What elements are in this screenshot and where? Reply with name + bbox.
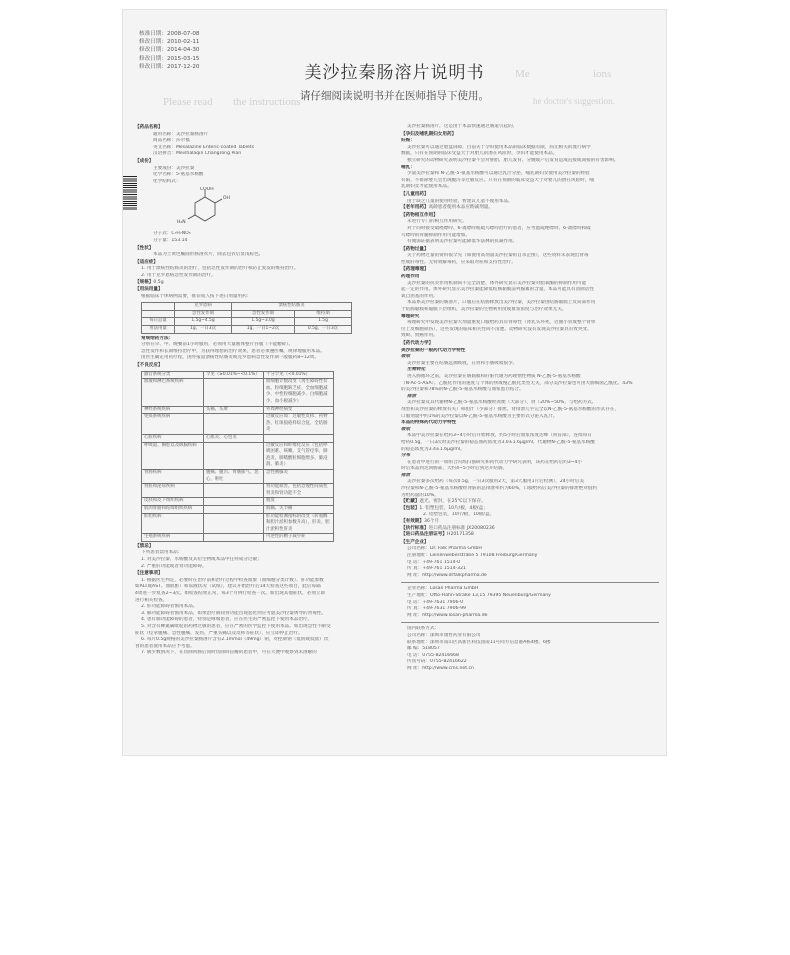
table-row: [142, 513, 334, 534]
text-line: 本品的特殊药代动力学特性: [401, 420, 457, 426]
text-line: 排泄: [401, 472, 411, 478]
text-line: 分子式：C₇H₇NO₃: [153, 231, 191, 237]
table-cell: [142, 310, 175, 318]
table-cell: 过敏反应和纤维化反应（包括呼吸困难、咳嗽、支气管痉挛、肺泡炎、肺嗜酸粒细胞增多、肺浸润、肺炎）: [264, 442, 334, 469]
text-line: 毒理研究中发现美沙拉秦大剂量重复口服给药具有肾毒性（肾乳头坏死，近曲小管或整个肾单: [407, 320, 596, 326]
text-line: 在患者中进行的一项组合闪烁扫描研究和药代动力学研究表明，该药在给药后约3~4小: [407, 459, 583, 465]
table-row: [142, 406, 334, 414]
nh2-label: H₂N: [177, 220, 186, 226]
section-heading: 【 药理毒理 】: [401, 267, 659, 274]
text-line: 1. 对美沙拉秦、水杨酸及其衍生物或本品中任何成分过敏；: [141, 557, 262, 563]
text-line: 7. 极少数情况下，在切除回肠后同时切除回盲瓣的患者中，可在大便中观察到未溶解的: [141, 650, 317, 656]
section-heading: 【 孕妇及哺乳期妇女用药 】: [401, 132, 659, 139]
text-line: 网 址：http://www.cms.net.cn: [407, 665, 474, 671]
table-cell: 每日总量: [142, 318, 175, 326]
text-line: 联系地址：深圳市南山区高新区科技园南11号同方信息港A栋4楼、6楼: [407, 639, 551, 645]
table-cell: 1g，一日3次: [175, 326, 232, 334]
table-cell: 血细胞计数改变（再生障碍性贫血、粒细胞缺乏症、全血细胞减少、中性粒细胞减少、白细胞减少、血小板减少）: [264, 379, 334, 406]
text-line: 商品名称：莎尔福: [153, 138, 190, 144]
text-line: 如ALT或AST、血肌酐）和尿液状况（试纸），建议开始治疗后14天检查这些项目，此后每隔: [135, 584, 321, 590]
table-cell: [204, 379, 264, 406]
section-heading: 【 包装 】: [401, 506, 419, 511]
section-heading: 【 药物相互作用 】: [401, 213, 659, 220]
spec-line: [135, 280, 397, 287]
text-line: 邮 编：518057: [407, 646, 440, 652]
table-cell: 肝功能检测指标的改变（转氨酶和胆汁淤积参数升高），肝炎、胆汁淤积性肝炎: [264, 513, 334, 534]
text-line: 4. 患有肺功能障碍的患者，特别是哮喘患者，应在医生的严密监控下使用本品治疗。: [141, 617, 313, 623]
text-line: 5. 对含有柳氮磺吡啶的药物过敏的患者，应在严密的医学监控下使用本品。如出现急性不耐受: [141, 624, 331, 629]
spec-value: 0.5g: [153, 279, 164, 285]
text-line: 的稳态浓度为3.4±1.6μg/ml。: [401, 446, 465, 452]
text-line: 英文名称：Mesalazine Enteric-coated Tablets: [153, 144, 254, 150]
text-line: 妊娠：: [401, 138, 415, 144]
text-line: 1. 根据医生判定，必要时在治疗前和治疗过程中检查血象（血细胞分类计数）、肝功能参数: [141, 577, 324, 583]
left-column: [135, 124, 397, 657]
section-divider: [401, 582, 659, 583]
section-heading: 【 注意事项 】: [135, 571, 397, 578]
text-line: H20171358: [446, 532, 474, 538]
text-line: 网 址：http://www.drfalkpharma.de: [407, 572, 487, 578]
document-subtitle: 请仔细阅读说明书并在医师指导下使用。: [300, 90, 489, 102]
table-cell: 心脏疾病: [142, 434, 204, 442]
section-heading: 【 性状 】: [135, 246, 397, 253]
table-cell: 神经系统疾病: [142, 406, 204, 414]
text-line: 给药0.5g，一日3次时美沙拉秦的稳态血药浓度为3.0±1.6μg/ml，代谢物N-乙酰-5-氨基水杨酸: [401, 439, 595, 445]
watermark-text: Me: [515, 68, 530, 80]
table-cell: 腹痛、腹泻、胃肠胀气、恶心、呕吐: [204, 469, 264, 483]
text-line: 分布: [401, 453, 411, 459]
section-heading: 【 用法用量 】: [135, 287, 397, 294]
text-line: 性或肝毒性。无特效解毒药，应采取对症和支持性治疗。: [401, 259, 516, 265]
elder-line: [401, 205, 659, 212]
approval-line: [401, 532, 659, 539]
text-line: 美沙拉秦的抗炎作用机制尚不完全清楚，体外研究显示美沙拉秦对脂氧酶的抑制作用可能: [407, 280, 587, 286]
table-cell: 脱发: [264, 498, 334, 506]
text-line: 美沙拉秦多次给药（每次0.5g，一日3次服用2天，第3天服用1片后检测），24小时后美: [407, 479, 585, 485]
table-cell: [204, 513, 264, 534]
table-cell: 0.5g，一日3次: [295, 326, 352, 334]
pack-line: [401, 506, 659, 513]
table-row: [142, 442, 334, 469]
text-line: 6. 每片0.5g规格的美沙拉秦肠溶片含有2.1mmol（49mg）钠，对控制钠（低钠或低盐）饮: [141, 637, 329, 643]
right-column: [401, 124, 659, 673]
table-cell: 器官系统分类: [142, 371, 204, 379]
text-line: 公司名称：深圳市康哲药业有限公司: [407, 632, 481, 638]
section-heading: 【 禁忌 】: [135, 544, 397, 551]
section-heading: 【 儿童用药 】: [401, 192, 659, 199]
text-line: 的美沙拉秦和78%的N-乙酰-5-氨基水杨酸与血浆蛋白结合。: [401, 387, 524, 393]
table-row: [142, 371, 334, 379]
text-line: 口服剂量中约1%的美沙拉秦以N-乙酰-5-氨基水杨酸为主要形式分泌入乳汁。: [401, 413, 558, 419]
table-cell: 溃疡性结肠炎: [232, 303, 352, 311]
text-line: 哺乳：: [401, 164, 415, 170]
table-row: [142, 534, 334, 542]
table-cell: 头痛、头晕: [204, 406, 264, 414]
text-line: 分子量：153.14: [153, 237, 188, 243]
text-line: 4周进一步复查2~3次。如检查结果正常，每3个月例行检查一次。如出现其他症状，必须立即: [135, 591, 326, 597]
table-cell: 肾脏和泌尿疾病: [142, 484, 204, 498]
date-line: 修改日期：2014-04-30: [139, 47, 200, 54]
text-line: 为给药量的10%。: [401, 492, 439, 498]
section-heading: 【 药物过量 】: [401, 247, 659, 254]
section-heading: 【 老年用药 】: [401, 205, 429, 210]
text-line: 下列患者禁用本品：: [141, 550, 183, 556]
text-line: 毒理研究: [401, 313, 420, 319]
section-heading: 【 有效期 】: [401, 519, 424, 524]
text-line: 药理作用: [401, 274, 420, 280]
benzene-ring-icon: [175, 187, 265, 229]
text-line: 分别在早、中、晚餐前1小时服用，必须用大量液体整片吞服（不能嚼碎）。: [141, 342, 294, 348]
section-heading: 【 执行标准 】: [401, 526, 429, 531]
valid-line: [401, 519, 659, 526]
text-line: 美沙拉秦肠溶片，这是由于本品快速通过肠道引起的。: [407, 124, 518, 129]
text-line: 公司名称：Dr. Falk Pharma GmbH: [407, 546, 482, 552]
text-line: 2. 用于克罗恩病急性发作期的治疗。: [141, 272, 216, 278]
adverse-reaction-table: [141, 371, 334, 542]
section-heading: 【 不良反应 】: [135, 363, 397, 370]
section-heading: 【 生产企业 】: [401, 540, 659, 547]
table-row: [142, 310, 352, 318]
table-row: [142, 379, 334, 406]
text-line: 化学结构式：: [153, 178, 181, 184]
table-cell: 急性胰腺炎: [264, 469, 334, 483]
table-cell: [204, 505, 264, 513]
section-heading: 【 贮藏 】: [401, 499, 419, 504]
text-line: 关于药物过量的资料很罕见（如使用高剂量美沙拉秦的自杀企图），这些资料未表现出肾毒: [407, 253, 589, 259]
section-divider: [401, 622, 659, 623]
text-line: 有微弱证据表明美沙拉秦可能降低华法林的抗凝作用。: [407, 239, 518, 245]
date-line: 修改日期：2017-12-20: [139, 63, 200, 70]
table-cell: [204, 498, 264, 506]
text-line: 传真号码：0755-82416622: [407, 659, 467, 665]
text-line: 网 址：http://www.losan-pharma.de: [407, 612, 488, 618]
date-line: 修改日期：2010-02-11: [139, 39, 200, 46]
text-line: 氧自由基的作用。: [401, 293, 438, 299]
cooh-label: COOH: [200, 187, 214, 193]
table-cell: 肝胆疾病: [142, 513, 204, 534]
storage-line: [401, 499, 659, 506]
text-line: 企业名称：Losan Pharma GmbH: [407, 586, 479, 592]
table-cell: 十分罕见（<0.01%）: [264, 371, 334, 379]
text-line: 吸收: [401, 354, 411, 360]
table-cell: [204, 442, 264, 469]
table-cell: 1.5g: [295, 318, 352, 326]
section-heading: 【 药代动力学 】: [401, 341, 659, 348]
text-line: 排泄: [407, 393, 417, 399]
text-line: 2. 严重肝功能或者肾功能障碍。: [141, 563, 207, 569]
text-line: 沙拉秦和N-乙酰-5-氨基水杨酸经肾脏的总排泄率约为60%，口服给药后美沙拉秦的排泄绝对值约: [401, 486, 598, 492]
text-line: 进行相关检查。: [135, 597, 168, 603]
table-cell: 1g，一日1~2次: [232, 326, 295, 334]
text-line: 生产地址：Otto-Hahn-Straße 13,15 79395 Neuenburg/Germany: [407, 592, 551, 598]
watermark-text: Please read: [163, 96, 213, 108]
text-line: 进入肠循环之前，美沙拉秦在肠黏膜和肝脏代谢为药理惰性物质 N-乙酰-5-氨基水杨酸: [407, 373, 581, 379]
table-cell: 克罗恩病: [175, 303, 232, 311]
text-line: 传 真：+49-761 1514-321: [407, 566, 466, 572]
text-line: 3. 肺功能障碍者慎用本品，如果治疗期间肾功能出现恶化则应考虑美沙拉秦诱导的肾毒性。: [141, 610, 327, 616]
table-row: [142, 469, 334, 483]
text-line: 美沙拉秦及其代谢物N-乙酰-5-氨基水杨酸经粪便（大部分）、肾（20%~50%，与给药方式、: [407, 400, 597, 406]
table-cell: 急性发作期: [175, 310, 232, 318]
text-line: 数据，只有在预期的临床受益大于对胎儿的潜在风险时，孕妇才能使用本品。: [401, 151, 558, 157]
section-heading: 【 药品名称 】: [135, 125, 397, 132]
text-line: 乳期妇女才能使用本品。: [401, 184, 452, 190]
text-line: 遮光，密封，在25℃以下保存。: [419, 499, 486, 505]
text-line: 有限，不排除婴儿会出现腹泻等过敏反应。只有在预期的临床受益大于对婴儿的潜在风险时，哺: [401, 177, 594, 183]
text-line: 本品中美沙拉秦在给药3~4小时后开始释放，约5小时后血浆浓度达峰（回盲部），连续每日: [407, 433, 592, 439]
text-line: 1. 铝塑包装，10片/板，4板/盒；: [419, 505, 488, 511]
text-line: 症状（痉挛腹痛、急性腹痛、发热、严重头痛以及皮疹等症状），应立即停止治疗。: [135, 630, 303, 636]
section-heading: 【 成份 】: [135, 159, 397, 166]
text-line: 化学名称：5-氨基水杨酸: [153, 172, 204, 178]
text-line: 注册地址：Leinenweberstraße 5 79108 Freiburg/Germany: [407, 553, 538, 558]
table-cell: 肌肉骨骼和结缔组织疾病: [142, 505, 204, 513]
text-line: 电 话：0755-82416668: [407, 652, 459, 658]
text-line: 时后本品到达回肠部，大约4~5小时后到达升结肠。: [401, 466, 508, 472]
section-heading: 【 进口药品注册证号 】: [401, 532, 447, 537]
table-cell: [142, 303, 175, 311]
table-cell: 外周神经病变: [264, 406, 334, 414]
table-cell: 心肌炎、心包炎: [204, 434, 264, 442]
text-line: 常规给药方法：: [141, 335, 174, 341]
text-line: 少量美沙拉秦和 N-乙酰-5-氨基水杨酸可以通过乳汁分泌，哺乳期妇女使用美沙拉秦的经验: [407, 171, 590, 177]
chemical-structure: [175, 187, 265, 229]
table-row: [142, 484, 334, 498]
text-line: 传 真：+49-7631 7906-99: [407, 606, 466, 612]
text-line: 通用名称：美沙拉秦肠溶片: [153, 131, 209, 137]
text-line: 国内联系方式：: [407, 626, 440, 632]
text-line: 美沙拉秦的一般药代动力学特性: [401, 347, 466, 353]
text-line: 对于同时接受硫唑嘌呤、6-巯嘌呤或硫鸟嘌呤治疗的患者，应考虑硫唑嘌呤、6-巯嘌呤和硫: [407, 225, 591, 231]
text-line: 食的患者使用本品应予考虑。: [135, 643, 195, 649]
table-row: [142, 318, 352, 326]
text-line: 主要成份：美沙拉秦: [153, 165, 195, 171]
dosage-table: [141, 302, 352, 333]
table-cell: 血液和淋巴系统疾病: [142, 379, 204, 406]
oh-label: OH: [223, 196, 230, 202]
section-heading: 【 规格 】: [135, 280, 153, 285]
text-line: 起一定的作用。体外研究显示美沙拉秦能降低结肠黏膜前列腺素的含量，本品可能具有清除活性: [401, 287, 594, 293]
text-line: 独立研究的动物研究表明美沙拉秦不会对胚胎、胎儿发育、分娩或产后发育造成直接或间接的有害影响。: [407, 157, 619, 163]
text-line: 2. 铝塑包装，10片/板，10板/盒。: [423, 512, 495, 518]
text-line: 生物转化: [407, 367, 426, 373]
table-cell: 生殖系统疾病: [142, 534, 204, 542]
text-line: 于结肠黏膜和黏膜下层组织，美沙拉秦的生物利用度或血浆浓度与治疗效果无关。: [401, 307, 567, 313]
text-line: 由医生确定用药疗程，国外报道溃疡性结肠炎或克罗恩病急性发作期一般服药8~12周。: [141, 355, 319, 361]
text-line: 2. 肝功能障碍者慎用本品。: [141, 604, 198, 610]
watermark-text: he doctor's suggestion.: [533, 96, 615, 106]
table-cell: [204, 484, 264, 498]
table-cell: 呼吸道、胸腔以及纵膈疾病: [142, 442, 204, 469]
watermark-text: the instructions: [233, 96, 301, 108]
table-cell: [264, 434, 334, 442]
table-cell: 1.5g~3.0g: [232, 318, 295, 326]
text-line: 36个月: [424, 519, 440, 525]
text-line: 吸收: [401, 426, 411, 432]
text-line: 急性发作和长期维持治疗中，为获得理想的治疗效果，患者必须遵医嘱，规律地服用本品。: [141, 348, 325, 354]
text-line: 美沙拉秦可以通过胎盘屏障，目前关于孕妇使用本品的临床数据有限，尚无相关的流行病学: [407, 144, 591, 150]
table-cell: 用法用量: [142, 326, 175, 334]
section-heading: 【 适应症 】: [135, 260, 397, 267]
text-line: 鸟嘌呤的骨髓抑制作用可能增加。: [401, 232, 470, 238]
table-row: [142, 434, 334, 442]
text-line: （N-Ac-5-ASA）。乙酰化作用的速度与个体的快或慢乙酰化类型无关，部分美沙拉秦也可由大肠细菌乙酰化。43%: [401, 380, 633, 386]
table-cell: 罕见（≥0.01%~<0.1%）: [204, 371, 264, 379]
leaflet-sheet: [123, 10, 666, 755]
text-line: 由于缺乏儿童的使用经验，暂建议儿童不使用本品。: [407, 198, 513, 204]
table-cell: 过敏反应如：过敏性皮疹、药物热、红斑狼疮样综合征、全结肠炎: [264, 414, 334, 435]
table-cell: [204, 534, 264, 542]
table-cell: [204, 414, 264, 435]
text-line: 未进行专门的相互作用研究。: [407, 219, 467, 225]
table-cell: 1.5g~4.5g: [175, 318, 232, 326]
text-line: 电 话：+49-761 1514-0: [407, 559, 461, 565]
date-line: 修改日期：2015-03-15: [139, 55, 200, 62]
text-line: 高龄患者使用本品应酌减剂量。: [428, 205, 493, 211]
document-title: 美沙拉秦肠溶片说明书: [304, 63, 485, 83]
table-row: [142, 326, 352, 334]
table-cell: 免疫系统疾病: [142, 414, 204, 435]
table-row: [142, 498, 334, 506]
table-cell: 胃肠疾病: [142, 469, 204, 483]
table-cell: 皮肤和皮下组织疾病: [142, 498, 204, 506]
text-line: 剂型和美沙拉秦的释放有关）和胆汁（少部分）排泄，肾排泄几乎完全以N-乙酰-5-氨基水杨酸的形式存在，: [401, 406, 620, 412]
text-line: 本品为土黄色椭圆形肠溶衣片，除去包衣后显浅棕色。: [153, 252, 264, 258]
table-cell: 急性发作期: [232, 310, 295, 318]
text-line: 美沙拉秦主要在结肠远端吸收，在胃和小肠吸收很少。: [407, 360, 518, 366]
table-row: [142, 414, 334, 435]
text-line: 电 话：+49-7631 7906-0: [407, 599, 464, 605]
watermark-text: ions: [593, 68, 612, 80]
table-cell: 肌痛、关节痛: [264, 505, 334, 513]
table-row: [142, 505, 334, 513]
text-line: 1. 用于溃疡性结肠炎的治疗，包括急性发作期的治疗和防止复发的维持治疗。: [141, 266, 299, 272]
date-line: 核准日期：2008-07-08: [139, 31, 200, 37]
text-line: 根据临床个体病例需要，推荐成人按下述日剂量用药：: [141, 293, 252, 299]
text-line: 致畸、致癌作用。: [401, 333, 438, 339]
table-cell: 可逆性的精子减少症: [264, 534, 334, 542]
table-cell: 维持期: [295, 310, 352, 318]
table-row: [142, 303, 352, 311]
text-line: 本品系美沙拉秦的肠溶片，口服后在结肠释放出美沙拉秦，美沙拉秦由结肠黏膜上皮局部作用: [407, 300, 596, 306]
text-line: 进口药品注册标准 JX20080236: [428, 525, 495, 531]
table-cell: 肾功能损害，包括急慢性间质性肾炎和肾功能不全: [264, 484, 334, 498]
text-line: 位上皮细胞损伤），这些发现的临床相关性尚不清楚。动物研究没有发现美沙拉秦具有致突变、: [401, 326, 592, 332]
text-line: 汉语拼音：Meishalaqin Changrong Pian: [153, 151, 242, 157]
